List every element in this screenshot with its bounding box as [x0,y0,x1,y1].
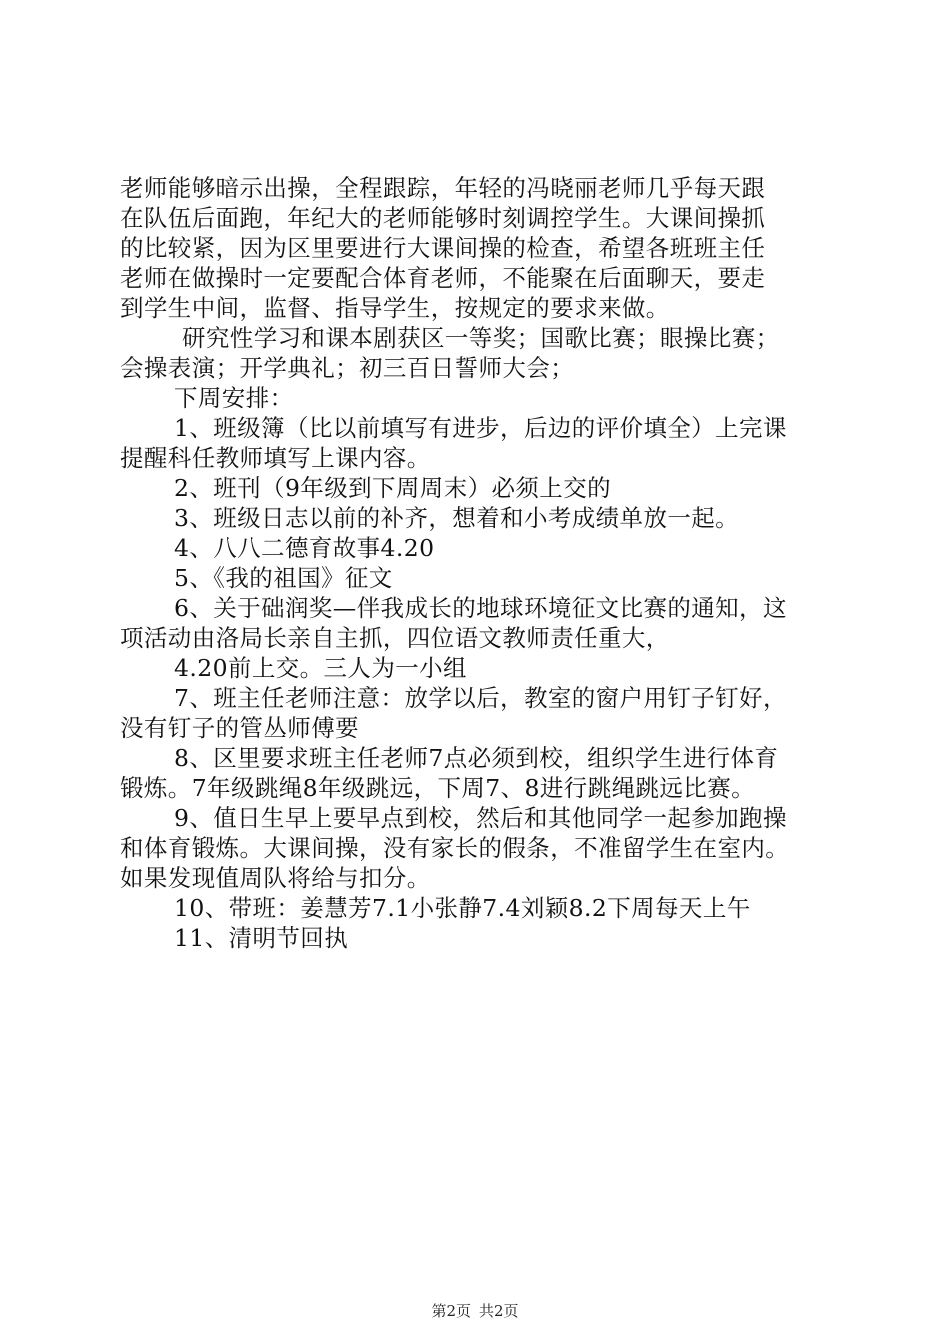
text-line: 锻炼。7年级跳绳8年级跳远，下周7、8进行跳绳跳远比赛。 [120,774,756,802]
list-item: 9、值日生早上要早点到校，然后和其他同学一起参加跑操 [174,804,787,832]
list-item: 11、清明节回执 [174,924,349,952]
text-line: 提醒科任教师填写上课内容。 [120,444,431,472]
page-total: 共2页 [479,1302,519,1320]
page-number: 第2页 [431,1302,471,1320]
text-line: 会操表演；开学典礼；初三百日誓师大会； [120,354,575,382]
text-line: 老师能够暗示出操，全程跟踪，年轻的冯晓丽老师几乎每天跟 [120,174,766,202]
text-line: 和体育锻炼。大课间操，没有家长的假条，不准留学生在室内。 [120,834,790,862]
list-item: 7、班主任老师注意：放学以后，教室的窗户用钉子钉好， [174,684,787,712]
text-line: 没有钉子的管丛师傅要 [120,714,359,742]
text-line: 到学生中间，监督、指导学生，按规定的要求来做。 [120,294,670,322]
list-item: 1、班级簿（比以前填写有进步，后边的评价填全）上完课 [174,414,787,442]
document-body [120,173,840,953]
text-line: 在队伍后面跑，年纪大的老师能够时刻调控学生。大课间操抓 [120,204,766,232]
list-item: 4、八八二德育故事4.20 [174,534,435,562]
page-footer [0,1301,950,1321]
text-line: 研究性学习和课本剧获区一等奖；国歌比赛；眼操比赛； [182,324,780,352]
text-line: 如果发现值周队将给与扣分。 [120,864,431,892]
list-item: 2、班刊（9年级到下周周末）必须上交的 [174,474,612,502]
text-line: 4.20前上交。三人为一小组 [174,654,467,682]
text-line: 老师在做操时一定要配合体育老师，不能聚在后面聊天，要走 [120,264,766,292]
list-item: 5、《我的祖国》征文 [174,564,393,592]
text-line: 项活动由洛局长亲自主抓，四位语文教师责任重大， [120,624,670,652]
section-heading: 下周安排： [174,384,294,412]
text-line: 的比较紧，因为区里要进行大课间操的检查，希望各班班主任 [120,234,766,262]
list-item: 3、班级日志以前的补齐，想着和小考成绩单放一起。 [174,504,740,532]
list-item: 6、关于础润奖—伴我成长的地球环境征文比赛的通知，这 [174,594,787,622]
list-item: 10、带班：姜慧芳7.1小张静7.4刘颖8.2下周每天上午 [174,894,751,922]
list-item: 8、区里要求班主任老师7点必须到校，组织学生进行体育 [174,744,779,772]
